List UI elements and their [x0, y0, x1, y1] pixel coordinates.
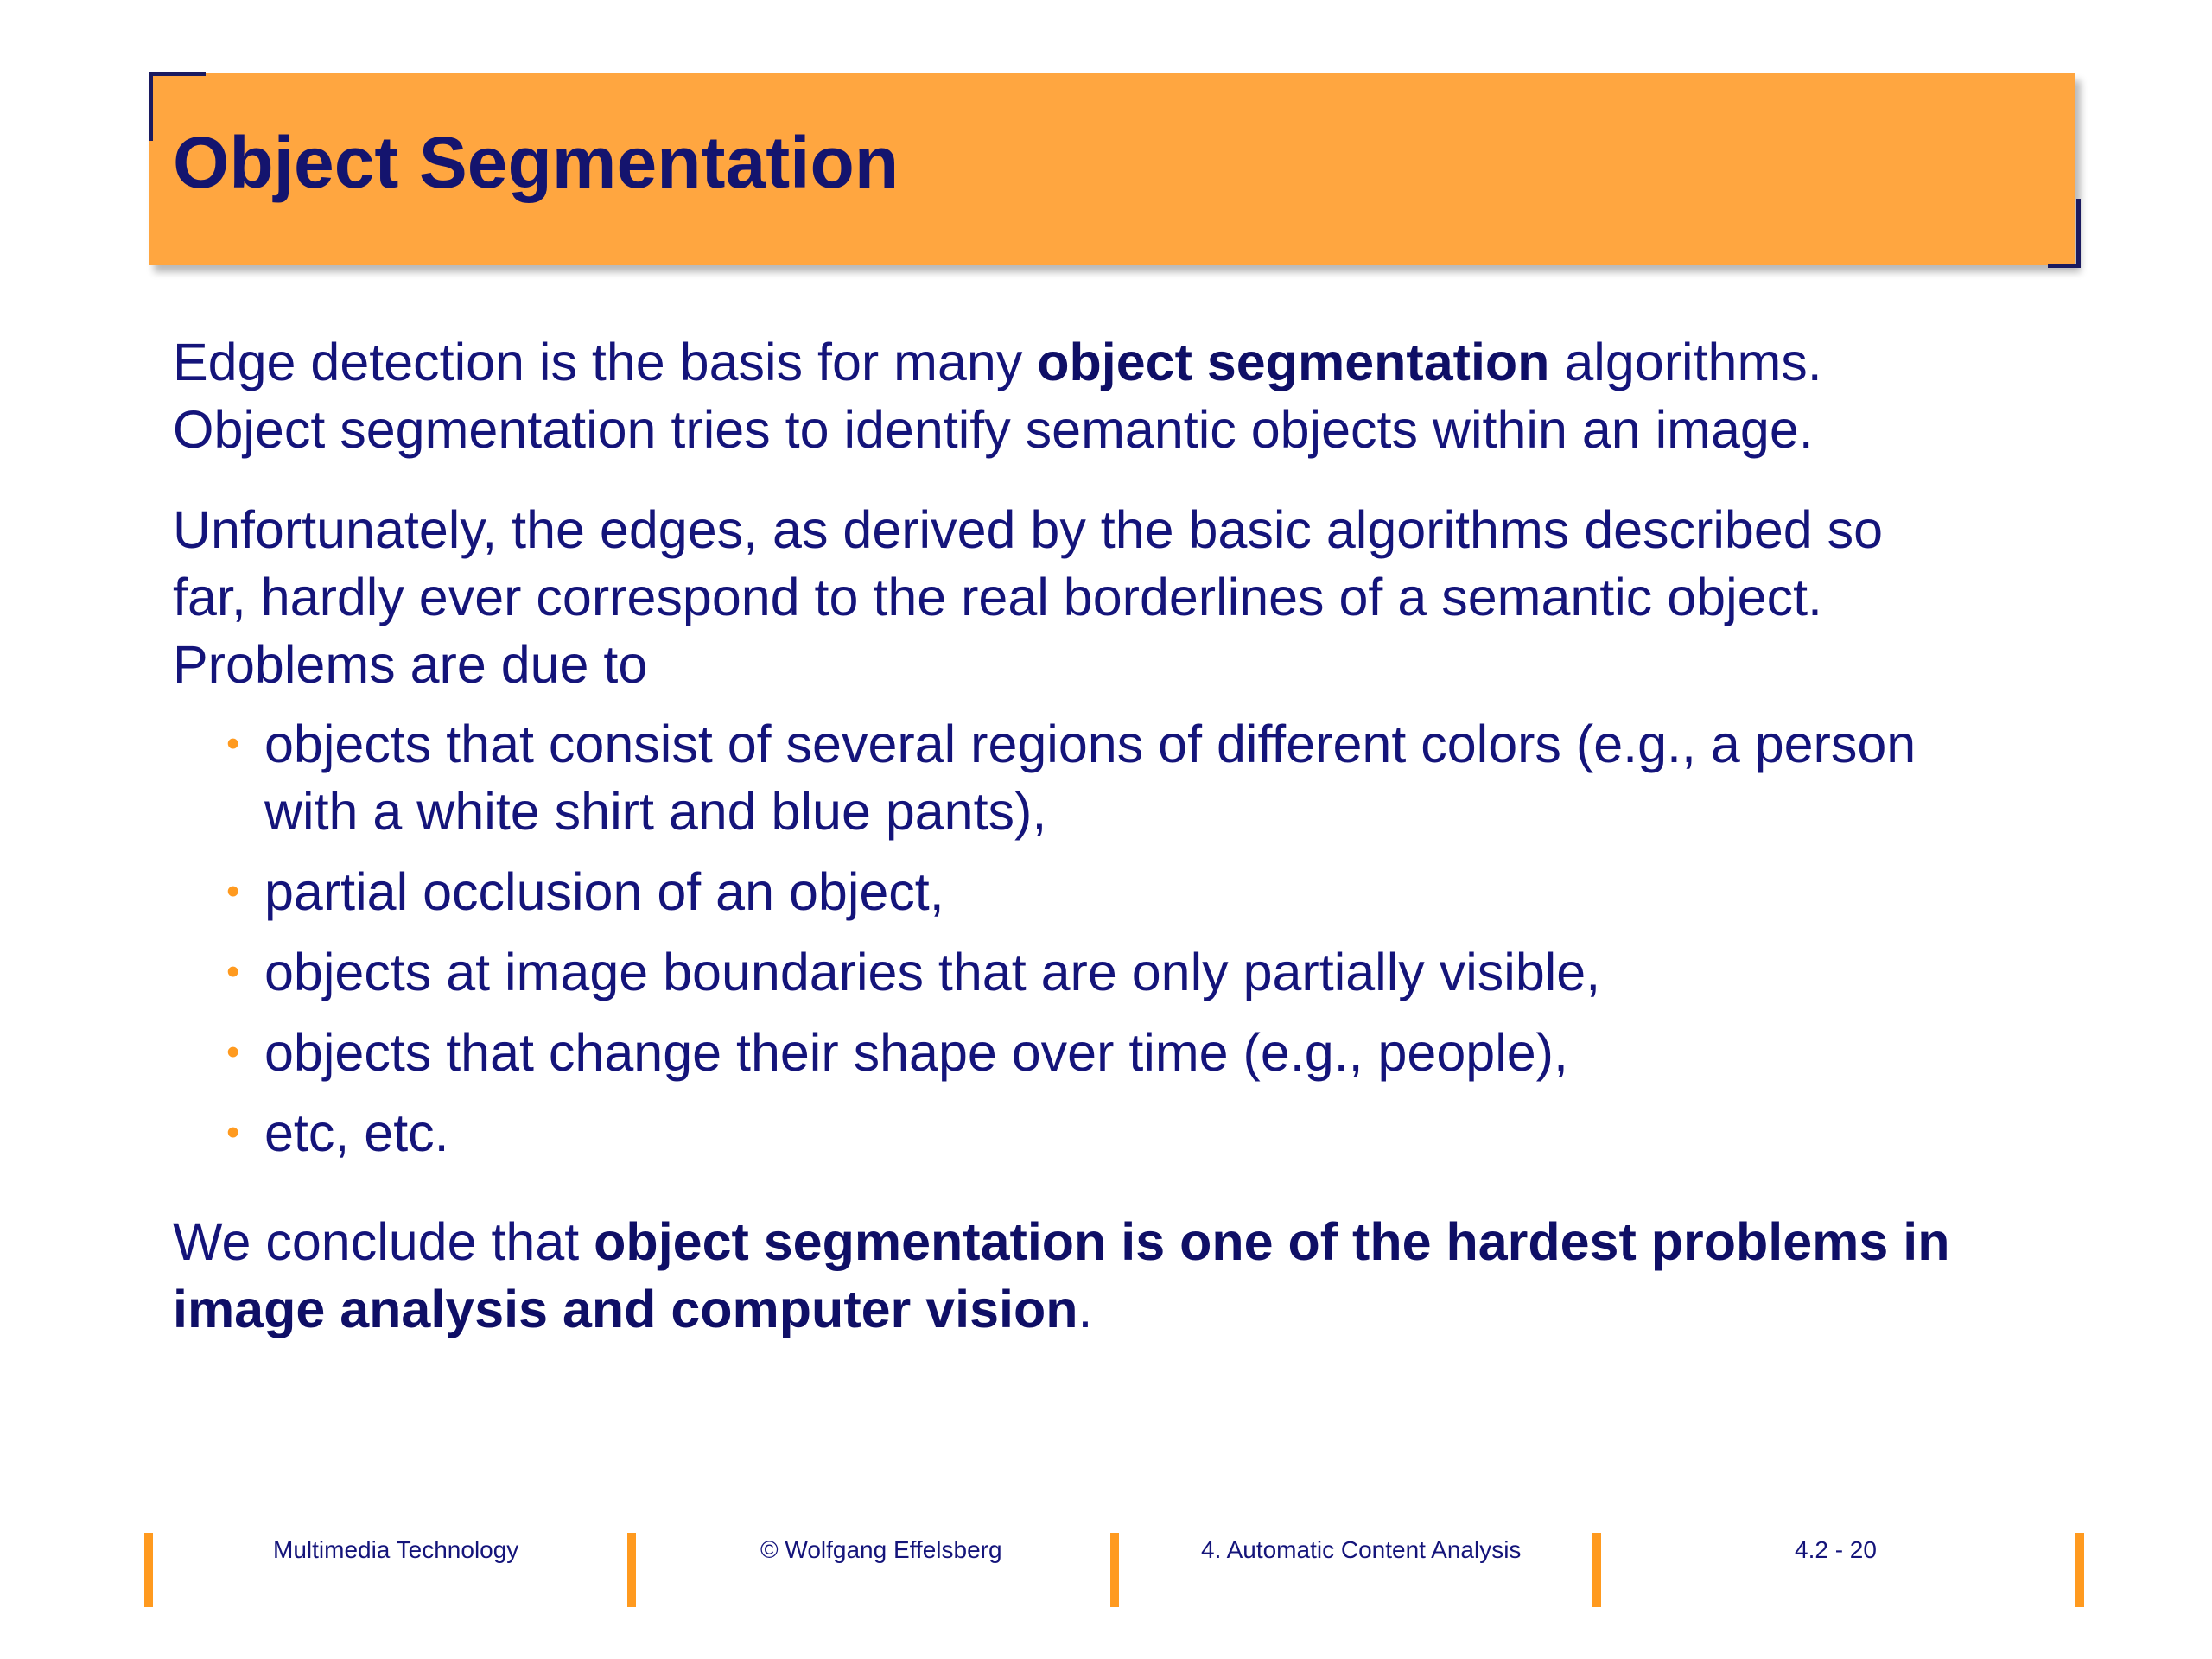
bullet-icon: •: [226, 1111, 240, 1154]
paragraph-conclusion: [173, 1208, 2074, 1343]
list-item-line-1: objects that consist of several regions of different colors (e.g., a person: [264, 715, 1916, 773]
conclusion-text-after: .: [1077, 1280, 1093, 1338]
intro-text-before: Edge detection is the basis for many: [173, 333, 1038, 391]
list-item-line-1: partial occlusion of an object,: [264, 862, 944, 921]
conclusion-bold-1: object segmentation is one of the hardest problems in: [594, 1212, 1950, 1271]
conclusion-bold-2: image analysis and computer vision: [173, 1280, 1078, 1338]
paragraph-conclusion-line-2: [173, 1275, 2074, 1343]
intro-text-after: algorithms.: [1549, 333, 1822, 391]
paragraph-intro: [173, 328, 2074, 463]
list-item: [173, 1099, 2074, 1166]
list-item: [173, 1019, 2074, 1086]
bullet-icon: •: [226, 870, 240, 912]
bullet-icon: •: [226, 950, 240, 993]
footer-course: Multimedia Technology: [273, 1536, 519, 1563]
paragraph-intro-line-1: [173, 328, 2074, 396]
footer-divider: [2075, 1533, 2084, 1607]
list-item: [173, 938, 2074, 1006]
banner-corner-bottom-right: [2048, 199, 2081, 268]
conclusion-text-before: We conclude that: [173, 1212, 594, 1271]
footer-divider: [1592, 1533, 1601, 1607]
list-item-line-2: with a white shirt and blue pants),: [264, 782, 1047, 841]
paragraph-problems-line-2: far, hardly ever correspond to the real borderlines of a semantic object.: [173, 568, 1822, 626]
paragraph-conclusion-line-1: [173, 1208, 2074, 1275]
problem-list: [173, 710, 2074, 1166]
list-item: [173, 858, 2074, 925]
bullet-icon: •: [226, 722, 240, 765]
footer-divider: [627, 1533, 636, 1607]
paragraph-intro-line-2: Object segmentation tries to identify semantic objects within an image.: [173, 400, 1814, 459]
paragraph-problems: [173, 496, 2074, 698]
slide-title: Object Segmentation: [173, 122, 899, 203]
list-item-line-1: objects at image boundaries that are only partially visible,: [264, 943, 1601, 1001]
footer-divider: [144, 1533, 153, 1607]
paragraph-problems-line-3: Problems are due to: [173, 635, 648, 694]
footer-divider: [1110, 1533, 1119, 1607]
paragraph-problems-line-1: Unfortunately, the edges, as derived by the basic algorithms described so: [173, 500, 1884, 559]
footer-chapter: 4. Automatic Content Analysis: [1201, 1536, 1522, 1563]
list-item-line-1: etc, etc.: [264, 1103, 449, 1162]
intro-bold-term: object segmentation: [1037, 333, 1550, 391]
list-item-line-1: objects that change their shape over time (e.g., people),: [264, 1023, 1568, 1082]
footer-author: © Wolfgang Effelsberg: [760, 1536, 1002, 1563]
list-item: [173, 710, 2074, 845]
footer-page-number: 4.2 - 20: [1795, 1536, 1877, 1563]
bullet-icon: •: [226, 1031, 240, 1073]
